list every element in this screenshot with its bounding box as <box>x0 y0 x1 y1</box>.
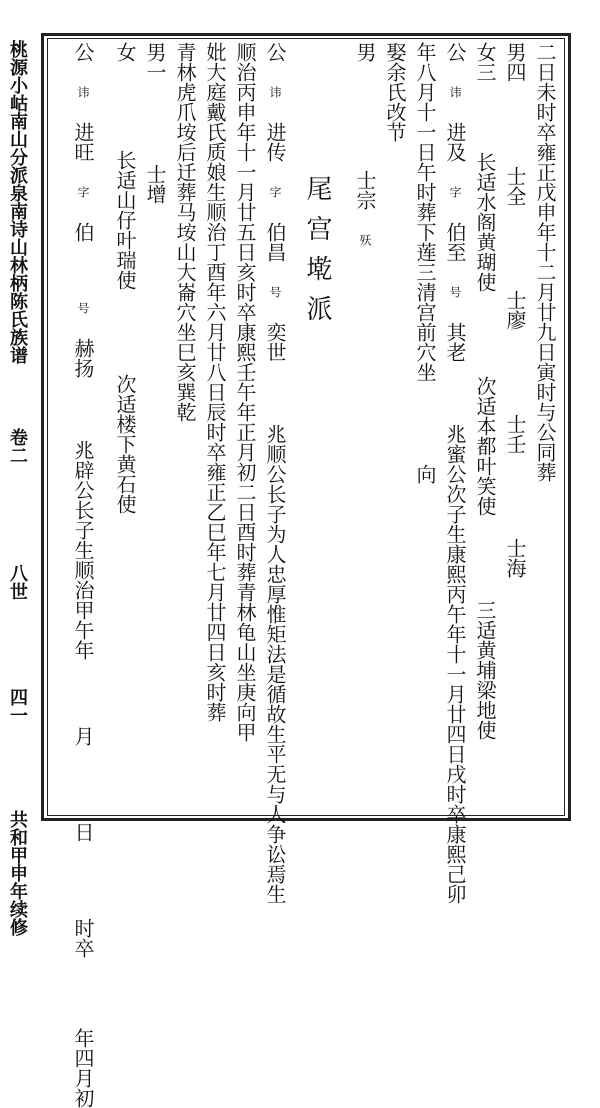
text-column-4 <box>440 42 470 904</box>
text-line: 妣大庭戴氏质娘生顺治丁酉年六月廿八日辰时卒雍正乙巳年七月廿四日亥时葬 <box>203 42 227 722</box>
text-line: 二日未时卒雍正戊申年十二月廿九日寅时与公同葬 <box>533 42 557 482</box>
text-line: 年四月初 <box>71 1028 95 1108</box>
son-name: 士海 <box>503 538 527 578</box>
label-courtesy-name: 字 <box>268 186 282 198</box>
given-name: 进及 <box>443 122 467 162</box>
text-line: 青林虎爪垵后迁葬马垵山大崙穴坐巳亥巽乾 <box>173 42 197 422</box>
edition-label: 共和甲申年续修 <box>7 810 28 936</box>
volume-label: 卷二 <box>7 428 28 464</box>
text-column-12 <box>140 42 170 204</box>
text-column-7 <box>350 42 380 246</box>
art-name: 其老 <box>443 322 467 362</box>
label-art-name: 号 <box>268 286 282 298</box>
given-name: 进旺 <box>71 122 95 162</box>
text-column-3 <box>470 42 500 740</box>
sons-count: 男四 <box>503 42 527 82</box>
courtesy-name: 伯至 <box>443 222 467 262</box>
text-column-6 <box>380 42 410 142</box>
daughter-entry: 次适楼下黄石使 <box>113 374 137 514</box>
son-name: 士壬 <box>503 414 527 454</box>
label-art-name: 号 <box>76 302 90 314</box>
daughters-label: 女 <box>113 42 137 62</box>
daughter-entry: 次适本都叶笑使 <box>473 376 497 516</box>
text-column-13 <box>110 42 140 514</box>
son-name: 士廖 <box>503 290 527 330</box>
section-title: 尾宫墘派 <box>302 175 332 335</box>
art-name: 奕世 <box>263 322 287 362</box>
daughters-count: 女三 <box>473 42 497 82</box>
honorific: 公 <box>443 42 467 62</box>
art-name: 赫扬 <box>71 338 95 378</box>
time-death-blank: 时卒 <box>71 918 95 958</box>
text-line: 向 <box>413 464 437 484</box>
text-column-2 <box>500 42 530 578</box>
label-courtesy-name: 字 <box>76 186 90 198</box>
spine-column <box>2 40 32 936</box>
given-name: 进传 <box>263 122 287 162</box>
label-taboo-name: 讳 <box>76 86 90 98</box>
book-title: 桃源小岵南山分派泉南诗山林柄陈氏族谱 <box>7 40 28 364</box>
text-line: 娶余氏改节 <box>383 42 407 142</box>
text-line: 兆辟公长子生顺治甲午年 <box>71 440 95 660</box>
text-column-14 <box>68 42 98 1108</box>
text-column-10 <box>200 42 230 722</box>
honorific: 公 <box>263 42 287 62</box>
page-number: 四一 <box>7 688 28 724</box>
sons-count: 男一 <box>143 42 167 82</box>
text-column-1 <box>530 42 560 482</box>
label-courtesy-name: 字 <box>448 186 462 198</box>
day-blank: 日 <box>71 822 95 842</box>
label-taboo-name: 讳 <box>448 86 462 98</box>
generation-label: 八世 <box>7 564 28 600</box>
son-name: 士宗 <box>353 170 377 210</box>
sons-label: 男 <box>353 42 377 62</box>
courtesy-name: 伯昌 <box>263 222 287 262</box>
daughter-entry: 三适黄埔梁地使 <box>473 600 497 740</box>
died-young-note: 殀 <box>358 234 372 246</box>
text-column-5 <box>410 42 440 484</box>
honorific: 公 <box>71 42 95 62</box>
text-line: 顺治丙申年十一月廿五日亥时卒康熙壬午年正月初二日酉时葬青林龟山坐庚向甲 <box>233 42 257 742</box>
son-name: 士增 <box>143 164 167 204</box>
text-line: 年八月十一日午时葬下莲三清宫前穴坐 <box>413 42 437 382</box>
courtesy-name: 伯 <box>71 222 95 242</box>
text-line: 兆顺公长子为人忠厚惟矩法是循故生平无与人争讼焉生 <box>263 424 287 904</box>
label-taboo-name: 讳 <box>268 86 282 98</box>
text-column-9 <box>230 42 260 742</box>
text-column-11 <box>170 42 200 422</box>
son-name: 士全 <box>503 166 527 206</box>
month-blank: 月 <box>71 726 95 746</box>
daughter-entry: 长适山仔叶瑞使 <box>113 150 137 290</box>
daughter-entry: 长适水阁黄瑚使 <box>473 152 497 292</box>
label-art-name: 号 <box>448 286 462 298</box>
text-column-8 <box>260 42 290 904</box>
text-line: 兆蜜公次子生康熙丙午年十一月廿四日戌时卒康熙己卯 <box>443 424 467 904</box>
